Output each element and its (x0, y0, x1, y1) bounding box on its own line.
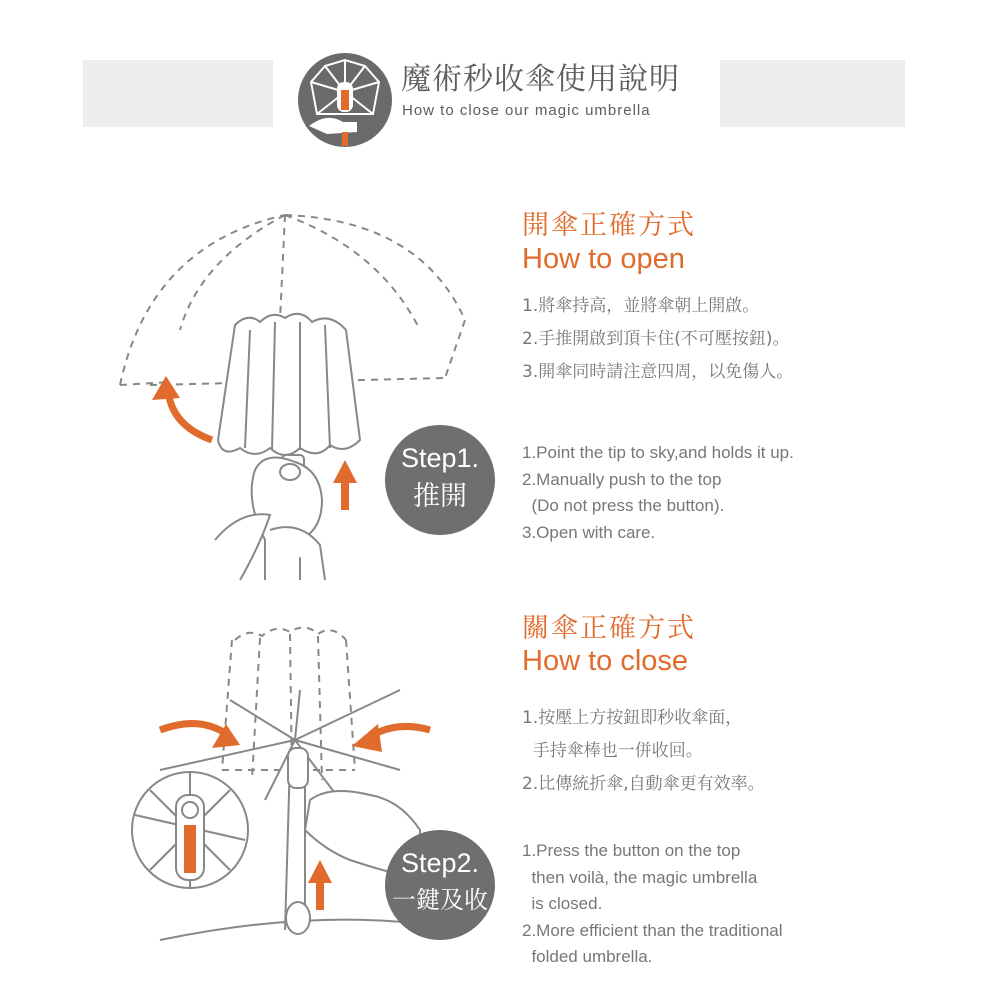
close-step-en-3: is closed. (522, 894, 603, 913)
open-title-zh: 開傘正確方式 (522, 210, 696, 241)
open-title-en: How to open (522, 243, 685, 275)
close-steps-zh (522, 702, 765, 794)
close-title-en: How to close (522, 645, 689, 677)
open-step-en-3: (Do not press the button). (522, 496, 725, 515)
step1-label: Step1. (400, 443, 480, 473)
open-step-en-1: 1.Point the tip to sky,and holds it up. (522, 443, 794, 462)
close-step-zh-1: 1.按壓上方按鈕即秒收傘面， (522, 708, 743, 728)
button-zoom-icon (132, 772, 248, 888)
page-title: 魔術秒收傘使用說明 (401, 62, 680, 97)
step1-badge (385, 425, 495, 535)
step2-label: Step2. (400, 848, 480, 878)
step2-action: 一鍵及收 (392, 887, 488, 914)
open-steps-zh (522, 290, 794, 382)
close-title-zh: 關傘正確方式 (522, 613, 696, 644)
step2-badge (385, 830, 495, 940)
open-step-zh-1: 1.將傘持高，並將傘朝上開啟。 (522, 296, 760, 316)
folded-umbrella-icon (218, 314, 360, 455)
close-arrow-left-icon (160, 724, 228, 735)
close-step-en-1: 1.Press the button on the top (522, 841, 741, 860)
step1-action: 推開 (413, 481, 467, 511)
page-subtitle: How to close our magic umbrella (402, 102, 651, 119)
close-step-en-5: folded umbrella. (522, 947, 653, 966)
hand-icon (215, 455, 325, 580)
close-steps-en (522, 838, 783, 966)
close-step-en-2: then voilà, the magic umbrella (522, 867, 758, 887)
open-step-zh-2: 2.手推開啟到頂卡住(不可壓按鈕)。 (522, 329, 790, 349)
open-step-zh-3: 3.開傘同時請注意四周，以免傷人。 (522, 362, 794, 382)
open-step-en-2: 2.Manually push to the top (522, 469, 722, 489)
open-step-en-4: 3.Open with care. (522, 522, 656, 542)
close-step-en-4: 2.More efficient than the traditional (522, 920, 783, 940)
close-step-zh-3: 2.比傳統折傘,自動傘更有效率。 (522, 774, 765, 794)
open-steps-en (522, 440, 794, 542)
close-step-zh-2: 手持傘棒也一併收回。 (522, 741, 703, 761)
